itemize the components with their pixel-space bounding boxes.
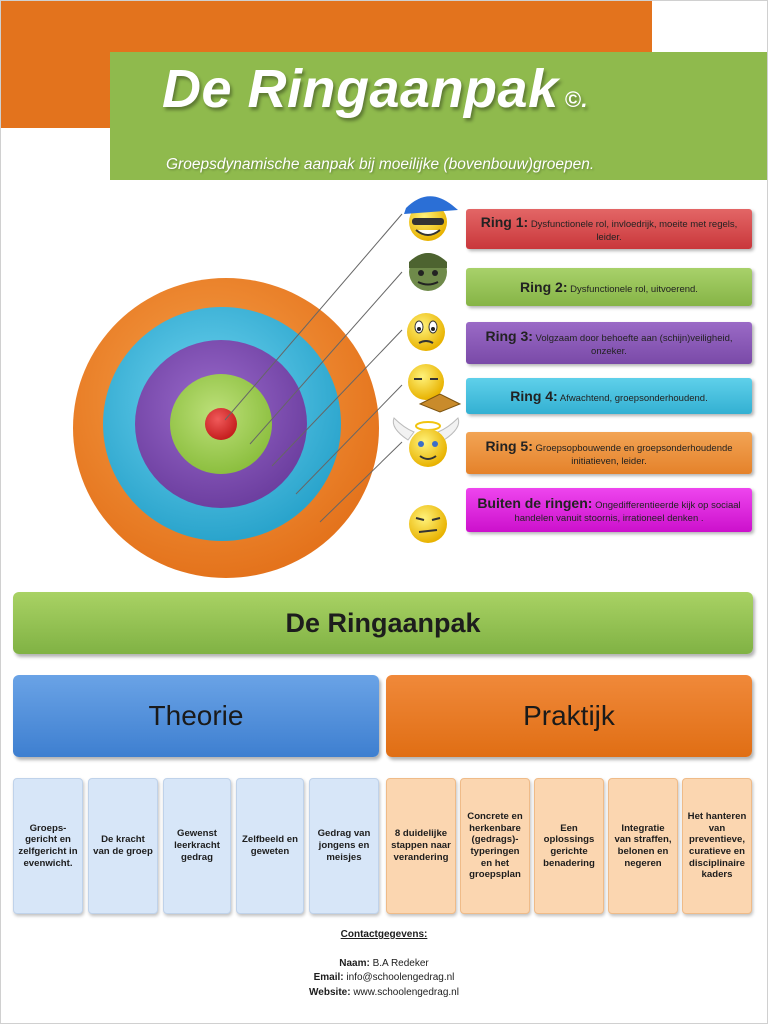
contact-website-link[interactable]: www.schoolengedrag.nl xyxy=(353,986,459,998)
cap-smiley-icon xyxy=(404,196,458,241)
name-label: Naam: xyxy=(339,957,370,969)
copyright-mark: ©. xyxy=(564,87,588,112)
worried-smiley-icon xyxy=(407,313,445,351)
ring-1-center xyxy=(205,408,237,440)
ring-3-box xyxy=(466,322,752,364)
ring-4-box xyxy=(466,378,752,414)
contact-email-line xyxy=(0,971,768,986)
camo-smiley-icon xyxy=(409,253,447,291)
ring-1-desc: Dysfunctionele rol, invloedrijk, moeite met regels, leider. xyxy=(530,219,738,244)
contact-name: B.A Redeker xyxy=(372,957,429,969)
ring-diagram xyxy=(0,182,466,582)
ring-5-title: Ring 5: xyxy=(485,438,533,455)
ring-5-desc: Groepsopbouwende en groepsonderhoudende initiatieven, leider. xyxy=(535,443,733,468)
ring-2-desc: Dysfunctionele rol, uitvoerend. xyxy=(570,283,698,295)
outside-rings-box xyxy=(466,488,752,532)
contact-website-line xyxy=(0,986,768,1001)
main-banner: De Ringaanpak xyxy=(13,592,753,654)
website-label: Website: xyxy=(309,986,351,998)
praktijk-banner: Praktijk xyxy=(386,675,752,757)
ring-5-box xyxy=(466,432,752,474)
theorie-banner: Theorie xyxy=(13,675,379,757)
praktijk-card-4: Integratie van straffen, belonen en negeren xyxy=(608,778,678,914)
praktijk-card-2: Concrete en herkenbare (gedrags)-typeringen en het groepsplan xyxy=(460,778,530,914)
theorie-card-2: De kracht van de groep xyxy=(88,778,158,914)
page-subtitle: Groepsdynamische aanpak bij moeilijke (bovenbouw)groepen. xyxy=(166,156,595,173)
ring-2-title: Ring 2: xyxy=(520,278,568,295)
praktijk-card-1: 8 duidelijke stappen naar verandering xyxy=(386,778,456,914)
email-label: Email: xyxy=(313,972,344,983)
ring-1-title: Ring 1: xyxy=(480,214,529,231)
contact-section xyxy=(0,928,768,1000)
ring-2-box xyxy=(466,268,752,306)
praktijk-card-5: Het hanteren van preventieve, curatieve en disciplinaire kaders xyxy=(682,778,752,914)
theorie-card-4: Zelfbeeld en geweten xyxy=(236,778,304,914)
contact-email-link[interactable]: info@schoolengedrag.nl xyxy=(346,972,455,983)
outside-rings-title: Buiten de ringen: xyxy=(477,495,593,512)
outside-rings-desc: Ongedifferentieerde kijk op sociaal handelen vanuit stoornis, irrationeel denken . xyxy=(514,500,741,525)
theorie-card-1: Groeps-gericht en zelfgericht in evenwicht. xyxy=(13,778,83,914)
angel-smiley-icon xyxy=(393,418,458,467)
page-title xyxy=(162,58,588,120)
doubtful-smiley-icon xyxy=(409,505,447,543)
ring-1-box xyxy=(466,209,752,249)
praktijk-card-3: Een oplossings gerichte benadering xyxy=(534,778,604,914)
contact-name-line xyxy=(0,957,768,972)
title-text: De Ringaanpak xyxy=(162,59,559,119)
reading-smiley-icon xyxy=(408,364,460,412)
ring-4-title: Ring 4: xyxy=(510,387,558,404)
contact-heading: Contactgegevens: xyxy=(340,929,428,940)
theorie-card-3: Gewenst leerkracht gedrag xyxy=(163,778,231,914)
theorie-card-5: Gedrag van jongens en meisjes xyxy=(309,778,379,914)
ring-3-title: Ring 3: xyxy=(485,328,533,345)
ring-4-desc: Afwachtend, groepsonderhoudend. xyxy=(559,392,708,404)
ring-3-desc: Volgzaam door behoefte aan (schijn)veiligheid, onzeker. xyxy=(535,333,733,358)
